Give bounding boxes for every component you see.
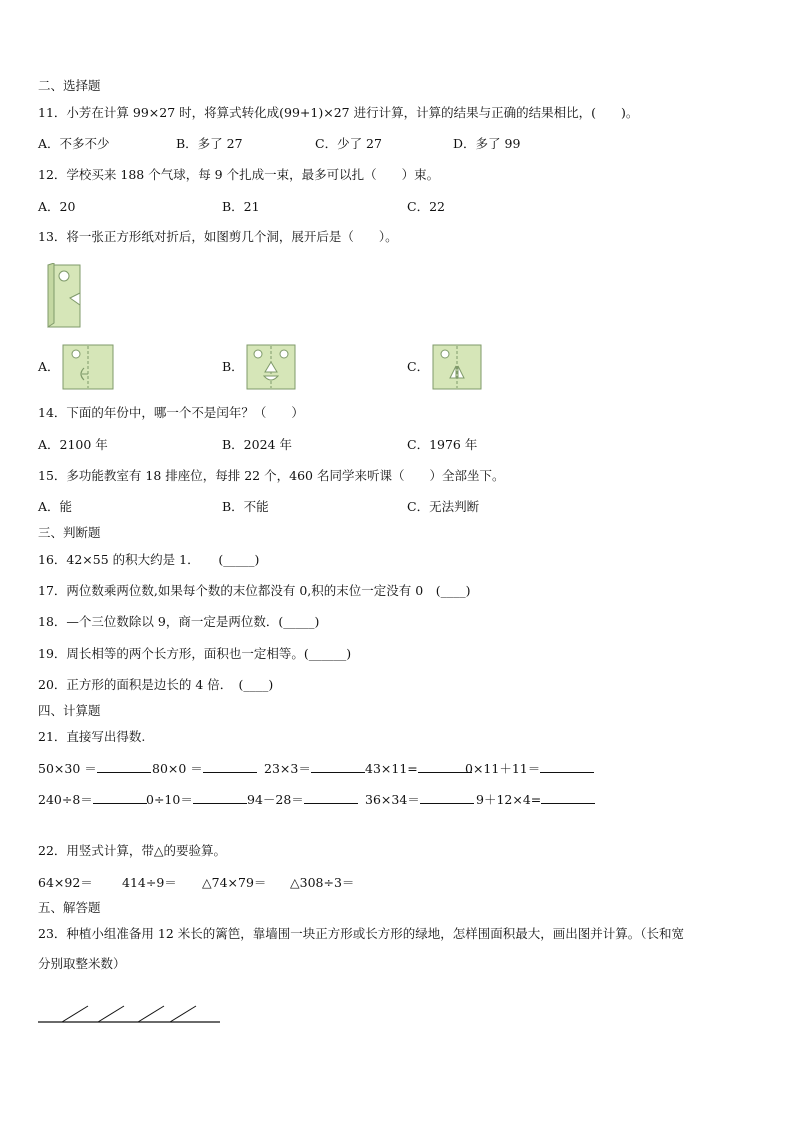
question-22-stem: 22．用竖式计算，带△的要验算。	[38, 843, 227, 858]
q14-option-b: B．2024 年	[222, 437, 292, 452]
q13-option-c: C．	[407, 359, 430, 374]
q13-option-c-figure	[432, 344, 482, 390]
q21-item: 36×34＝	[365, 792, 474, 808]
wall-figure	[38, 1002, 222, 1024]
section-heading-solve: 五、解答题	[38, 900, 101, 915]
q21-item: 9＋12×4=	[476, 792, 595, 808]
q21-item: 50×30 ＝	[38, 761, 151, 777]
q13-option-a: A．	[38, 359, 60, 374]
question-13-stem: 13．将一张正方形纸对折后，如图剪几个洞，展开后是（ ）。	[38, 229, 398, 244]
question-12-stem: 12．学校买来 188 个气球，每 9 个扎成一束，最多可以扎（ ）束。	[38, 167, 440, 182]
question-14-stem: 14．下面的年份中，哪一个不是闰年？（ ）	[38, 405, 304, 420]
q14-option-a: A．2100 年	[38, 437, 108, 452]
q21-item: 0÷10＝	[146, 792, 247, 808]
q12-option-b: B．21	[222, 199, 260, 214]
q21-item: 80×0 ＝	[152, 761, 257, 777]
q21-item: 94－28＝	[247, 792, 358, 808]
question-21-stem: 21．直接写出得数.	[38, 729, 146, 744]
q15-option-c: C．无法判断	[407, 499, 480, 514]
question-11-stem: 11．小芳在计算 99×27 时，将算式转化成(99+1)×27 进行计算，计算的结果与正确的结果相比，( )。	[38, 105, 639, 120]
q13-option-b: B．	[222, 359, 244, 374]
q22-item: 64×92＝	[38, 875, 93, 890]
question-17: 17．两位数乘两位数,如果每个数的末位都没有 0,积的末位一定没有 0 (____)	[38, 583, 471, 598]
q12-option-a: A．20	[38, 199, 76, 214]
q11-option-c: C．少了 27	[315, 136, 382, 151]
q15-option-a: A．能	[38, 499, 73, 514]
folded-paper-figure	[44, 263, 82, 329]
q21-item: 23×3＝	[264, 761, 365, 777]
q14-option-c: C．1976 年	[407, 437, 478, 452]
q22-item: 414÷9＝	[122, 875, 177, 890]
section-heading-choice: 二、选择题	[38, 78, 101, 93]
question-23-stem-line-2: 分别取整米数）	[38, 956, 126, 971]
q22-item: △308÷3＝	[290, 875, 355, 890]
question-23-stem-line-1: 23．种植小组准备用 12 米长的篱笆，靠墙围一块正方形或长方形的绿地，怎样围面积最大，画出图并计算。（长和宽	[38, 926, 685, 941]
question-18: 18．—个三位数除以 9，商一定是两位数．(_____)	[38, 614, 320, 629]
q11-option-a: A．不多不少	[38, 136, 110, 151]
q13-option-b-figure	[246, 344, 296, 390]
q21-item: 240÷8＝	[38, 792, 147, 808]
q11-option-b: B．多了 27	[176, 136, 243, 151]
q15-option-b: B．不能	[222, 499, 269, 514]
q21-item: 0×11＋11＝	[465, 761, 594, 777]
question-20: 20．正方形的面积是边长的 4 倍． (____)	[38, 677, 274, 692]
q11-option-d: D．多了 99	[453, 136, 521, 151]
section-heading-judge: 三、判断题	[38, 525, 101, 540]
q12-option-c: C．22	[407, 199, 445, 214]
section-heading-calc: 四、计算题	[38, 703, 101, 718]
q13-option-a-figure	[62, 344, 114, 390]
question-19: 19．周长相等的两个长方形，面积也一定相等。(______)	[38, 646, 352, 661]
question-15-stem: 15．多功能教室有 18 排座位，每排 22 个，460 名同学来听课（ ）全部坐下。	[38, 468, 505, 483]
q22-item: △74×79＝	[202, 875, 267, 890]
question-16: 16．42×55 的积大约是 1． (_____)	[38, 552, 260, 567]
q21-item: 43×11=	[365, 761, 472, 777]
